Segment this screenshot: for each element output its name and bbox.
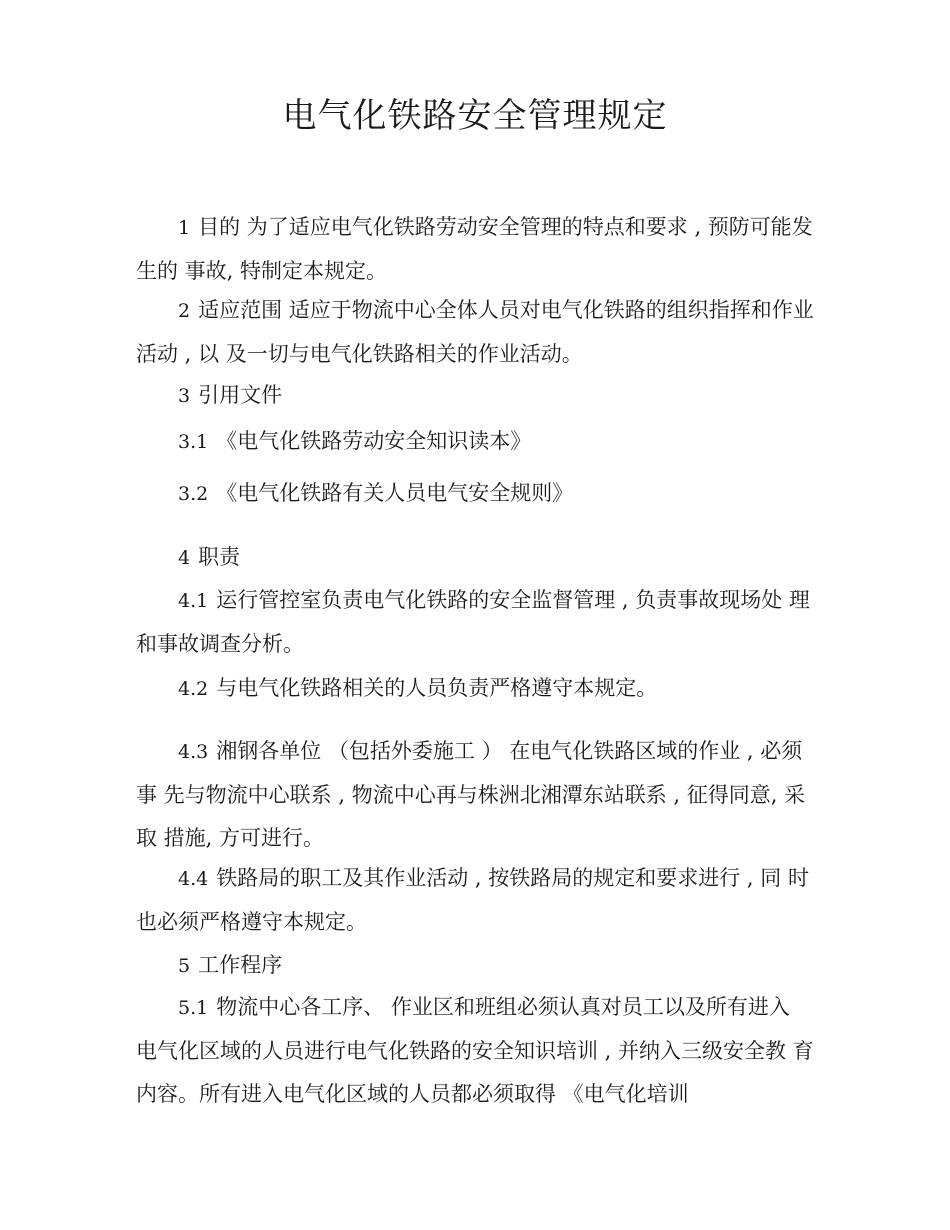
paragraph-number: 3 — [178, 385, 191, 407]
paragraph-text: 目的 为了适应电气化铁路劳动安全管理的特点和要求 , 预防可能发生的 事故, 特制定本规定。 — [136, 215, 813, 283]
paragraph-5 — [136, 944, 816, 988]
paragraph-number: 4.1 — [178, 590, 209, 612]
paragraph-number: 4.4 — [178, 868, 209, 890]
paragraph-number: 4.3 — [178, 741, 209, 763]
paragraph-number: 3.1 — [178, 431, 209, 453]
paragraph-text: 工作程序 — [198, 953, 283, 977]
paragraph-text: 铁路局的职工及其作业活动 , 按铁路局的规定和要求进行 , 同 时也必须严格遵守本规定。 — [136, 866, 809, 934]
paragraph-4-2 — [136, 667, 816, 711]
paragraph-text: 适应范围 适应于物流中心全体人员对电气化铁路的组织指挥和作业活动 , 以 及一切与电气化铁路相关的作业活动。 — [136, 298, 814, 366]
paragraph-number: 2 — [178, 300, 191, 322]
paragraph-text: 职责 — [198, 545, 241, 569]
paragraph-text: 湘钢各单位 （包括外委施工 ） 在电气化铁路区域的作业 , 必须事 先与物流中心联系 , 物流中心再与株洲北湘潭东站联系 , 征得同意, 采取 措施, 方可进行。 — [136, 739, 806, 850]
paragraph-text: 物流中心各工序、 作业区和班组必须认真对员工以及所有进入 电气化区域的人员进行电气化铁路的安全知识培训 , 并纳入三级安全教 育内容。所有进入电气化区域的人员都必须取得 《电气化培训 — [136, 995, 814, 1106]
paragraph-number: 4 — [178, 547, 191, 569]
paragraph-number: 3.2 — [178, 483, 209, 505]
paragraph-2 — [136, 289, 816, 376]
paragraph-text: 引用文件 — [198, 383, 283, 407]
paragraph-4 — [136, 536, 816, 580]
paragraph-4-4 — [136, 857, 816, 944]
paragraph-text: 运行管控室负责电气化铁路的安全监督管理 , 负责事故现场处 理和事故调查分析。 — [136, 588, 810, 656]
paragraph-text: 《电气化铁路劳动安全知识读本》 — [216, 429, 532, 453]
paragraph-5-1 — [136, 986, 816, 1116]
paragraph-text: 与电气化铁路相关的人员负责严格遵守本规定。 — [216, 676, 658, 700]
paragraph-number: 1 — [178, 217, 191, 239]
paragraph-1 — [136, 206, 816, 293]
paragraph-number: 4.2 — [178, 678, 209, 700]
paragraph-4-3 — [136, 730, 816, 860]
paragraph-4-1 — [136, 579, 816, 666]
document-title: 电气化铁路安全管理规定 — [282, 96, 668, 136]
paragraph-3-1 — [136, 420, 816, 464]
paragraph-number: 5 — [178, 955, 191, 977]
paragraph-3 — [136, 374, 816, 418]
paragraph-text: 《电气化铁路有关人员电气安全规则》 — [216, 481, 574, 505]
paragraph-number: 5.1 — [178, 997, 209, 1019]
paragraph-3-2 — [136, 472, 816, 516]
